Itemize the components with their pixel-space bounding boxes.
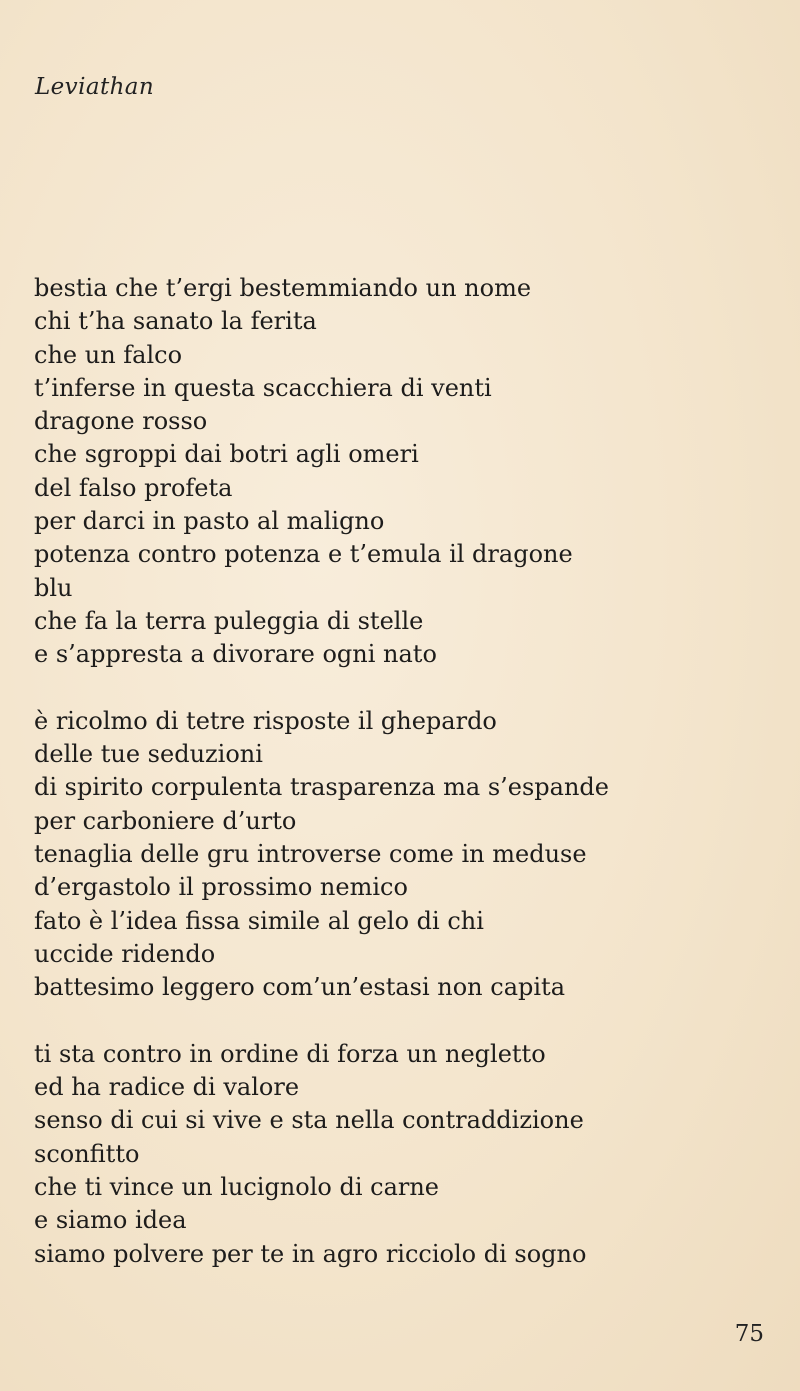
poem-line: per carboniere d’urto bbox=[34, 806, 297, 835]
poem-line: chi t’ha sanato la ferita bbox=[34, 307, 317, 336]
poem-line: battesimo leggero com’un’estasi non capita bbox=[34, 973, 565, 1002]
poem-line: che ti vince un lucignolo di carne bbox=[34, 1173, 440, 1202]
stanza bbox=[34, 1038, 774, 1271]
stanza bbox=[34, 272, 774, 672]
poem-line: e siamo idea bbox=[34, 1206, 187, 1235]
stanza bbox=[34, 705, 774, 1005]
poem-line: bestia che t’ergi bestemmiando un nome bbox=[34, 274, 532, 302]
running-head: Leviathan bbox=[35, 74, 155, 100]
poem-line: ed ha radice di valore bbox=[34, 1073, 300, 1102]
page-number: 75 bbox=[734, 1321, 764, 1347]
poem-line: senso di cui si vive e sta nella contraddizione bbox=[34, 1106, 584, 1135]
poem-line: siamo polvere per te in agro ricciolo di sogno bbox=[34, 1239, 587, 1268]
poem-line: uccide ridendo bbox=[34, 939, 216, 968]
poem-line: delle tue seduzioni bbox=[34, 740, 263, 769]
poem-line: per darci in pasto al maligno bbox=[34, 507, 385, 536]
poem-line: blu bbox=[34, 573, 73, 602]
poem-line: di spirito corpulenta trasparenza ma s’espande bbox=[34, 773, 609, 802]
poem-line: tenaglia delle gru introverse come in meduse bbox=[34, 840, 587, 869]
poem-line: potenza contro potenza e t’emula il dragone bbox=[34, 540, 573, 569]
poem-line: del falso profeta bbox=[34, 473, 233, 502]
poem-line: t’inferse in questa scacchiera di venti bbox=[34, 373, 492, 402]
poem-line: che sgroppi dai botri agli omeri bbox=[34, 440, 419, 469]
poem-line: che un falco bbox=[34, 340, 183, 369]
poem-line: ti sta contro in ordine di forza un negletto bbox=[34, 1039, 546, 1068]
poem-line: e s’appresta a divorare ogni nato bbox=[34, 640, 437, 669]
poem-line: d’ergastolo il prossimo nemico bbox=[34, 873, 408, 902]
poem-line: sconfitto bbox=[34, 1139, 140, 1168]
poem bbox=[34, 272, 774, 1271]
poem-line: è ricolmo di tetre risposte il ghepardo bbox=[34, 706, 497, 735]
poem-line: fato è l’idea fissa simile al gelo di chi bbox=[34, 906, 484, 935]
poem-line: dragone rosso bbox=[34, 407, 208, 436]
poem-line: che fa la terra puleggia di stelle bbox=[34, 606, 424, 635]
